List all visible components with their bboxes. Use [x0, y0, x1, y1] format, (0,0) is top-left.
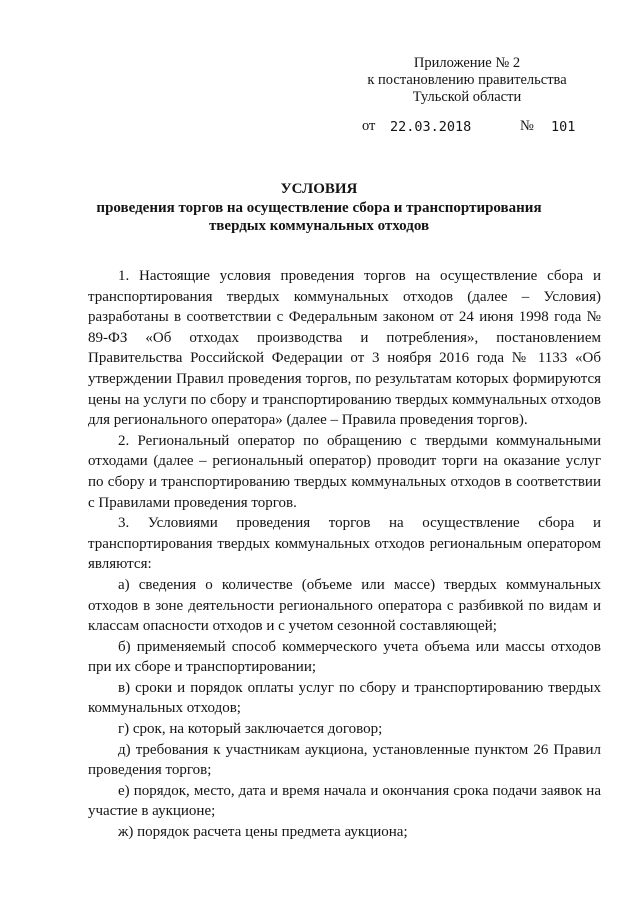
title-line: проведения торгов на осуществление сбора и транспортирования	[96, 199, 542, 216]
list-item-zh: ж) порядок расчета цены предмета аукциона;	[118, 824, 408, 841]
title-line: твердых коммунальных отходов	[208, 218, 430, 234]
document-title	[0, 180, 638, 236]
document-body	[88, 266, 601, 843]
ref-date: 22.03.2018	[390, 119, 472, 135]
attachment-block	[352, 55, 582, 106]
list-item-v: в) сроки и порядок оплаты услуг по сбору и транспортированию твердых коммунальных отходов;	[88, 679, 601, 717]
ref-number-sign: №	[520, 118, 534, 134]
ref-from-label: от	[362, 118, 376, 134]
list-item-a: а) сведения о количестве (объеме или массе) твердых коммунальных отходов в зоне деятельности регионального оператора с разбивкой по видам и классам опасности отходов и с учетом сезонной составляющей;	[88, 576, 601, 635]
attachment-line: Тульской области	[412, 89, 522, 105]
paragraph-2: 2. Региональный оператор по обращению с твердыми коммунальными отходами (далее – региональный оператор) проводит торги на оказание услуг по сбору и транспортированию твердых коммунальных отходов в соответствии с Правилами проведения торгов.	[88, 432, 601, 511]
ref-number: 101	[551, 119, 576, 135]
list-item-e: е) порядок, место, дата и время начала и окончания срока подачи заявок на участие в аукционе;	[88, 782, 601, 820]
list-item-b: б) применяемый способ коммерческого учета объема или массы отходов при их сборе и транспортировании;	[88, 638, 601, 676]
list-item-g: г) срок, на который заключается договор;	[118, 721, 383, 738]
attachment-line: Приложение № 2	[413, 55, 521, 71]
document-reference	[362, 118, 576, 135]
paragraph-3: 3. Условиями проведения торгов на осуществление сбора и транспортирования твердых коммунальных отходов региональным оператором являются:	[88, 515, 601, 573]
list-item-d: д) требования к участникам аукциона, установленные пунктом 26 Правил проведения торгов;	[88, 741, 601, 779]
title-main: УСЛОВИЯ	[280, 181, 358, 197]
attachment-line: к постановлению правительства	[367, 72, 567, 88]
paragraph-1: 1. Настоящие условия проведения торгов на осуществление сбора и транспортирования твердых коммунальных отходов (далее – Условия) разработаны в соответствии с Федеральным законом от 24 июня 1998 года № 89-ФЗ «Об отходах производства и потребления», постановлением Правительства Российской Федерации от 3 ноября 2016 года № 1133 «Об утверждении Правил проведения торгов, по результатам которых формируются цены на услуги по сбору и транспортированию твердых коммунальных отходов для регионального оператора» (далее – Правила проведения торгов).	[88, 268, 601, 429]
